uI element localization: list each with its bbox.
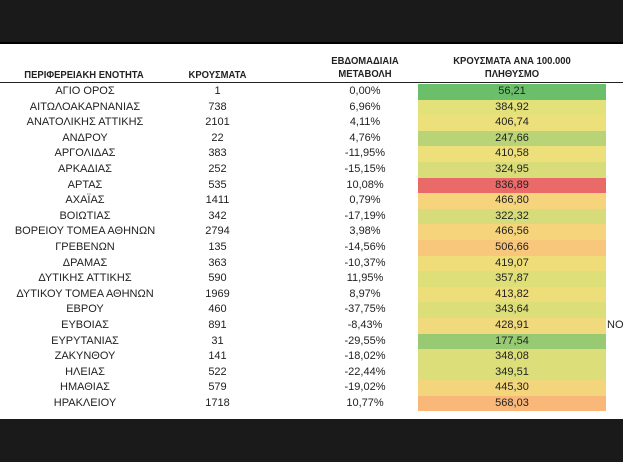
cell-rate: 419,07 [418, 256, 606, 272]
table-row [0, 162, 623, 178]
cell-rate: 836,89 [418, 178, 606, 194]
cell-rate: 506,66 [418, 240, 606, 256]
cell-rate: 384,92 [418, 100, 606, 116]
cell-cases: 135 [208, 240, 227, 253]
cell-change: 4,76% [349, 131, 381, 144]
header-region-label: ΠΕΡΙΦΕΡΕΙΑΚΗ ΕΝΟΤΗΤΑ [24, 69, 144, 81]
cell-region: ΒΟΙΩΤΙΑΣ [59, 209, 111, 222]
cell-region: ΑΧΑΪΑΣ [65, 194, 105, 207]
cell-cases: 22 [211, 131, 224, 144]
cell-cases: 522 [208, 365, 227, 378]
cell-region: ΓΡΕΒΕΝΩΝ [55, 240, 115, 253]
cell-rate: 247,66 [418, 131, 606, 147]
table-row [0, 380, 623, 396]
cell-rate: 348,08 [418, 349, 606, 365]
cell-rate: 343,64 [418, 302, 606, 318]
header-weekly-change-line2: ΜΕΤΑΒΟΛΗ [338, 68, 392, 80]
cut-off-note: ΝΟ [607, 318, 623, 331]
table-row [0, 271, 623, 287]
cell-change: -19,02% [344, 381, 386, 394]
cell-rate: 466,56 [418, 224, 606, 240]
cell-region: ΑΝΔΡΟΥ [62, 131, 108, 144]
table-row [0, 146, 623, 162]
cell-change: 4,11% [349, 116, 381, 129]
table-row [0, 209, 623, 225]
table-row [0, 318, 623, 334]
header-weekly-change-line1: ΕΒΔΟΜΑΔΙΑΙΑ [331, 55, 399, 67]
cell-cases: 2794 [205, 225, 230, 238]
table-row [0, 193, 623, 209]
cell-region: ΑΓΙΟ ΟΡΟΣ [55, 85, 115, 97]
top-black-band [0, 0, 623, 42]
cell-region: ΑΝΑΤΟΛΙΚΗΣ ΑΤΤΙΚΗΣ [26, 116, 144, 129]
table-row [0, 302, 623, 318]
cell-rate: 357,87 [418, 271, 606, 287]
cell-region: ΖΑΚΥΝΘΟΥ [54, 350, 116, 363]
table-row [0, 84, 623, 100]
cell-rate: 466,80 [418, 193, 606, 209]
cell-rate: 322,32 [418, 209, 606, 225]
table-row [0, 224, 623, 240]
header-cases [184, 69, 252, 82]
cell-change: -11,95% [344, 147, 386, 160]
cell-rate: 177,54 [418, 334, 606, 350]
cell-cases: 535 [208, 178, 227, 191]
table-body [0, 84, 623, 411]
cell-region: ΕΥΡΥΤΑΝΙΑΣ [51, 334, 119, 347]
table-row [0, 365, 623, 381]
cell-region: ΕΒΡΟΥ [66, 303, 104, 316]
table-row [0, 131, 623, 147]
cell-rate: 428,91 [418, 318, 606, 334]
cell-cases: 460 [208, 303, 227, 316]
cell-change: -17,19% [344, 209, 386, 222]
header-cases-label: ΚΡΟΥΣΜΑΤΑ [188, 69, 247, 81]
cell-change: 3,98% [349, 225, 381, 238]
cell-region: ΑΡΓΟΛΙΔΑΣ [54, 147, 116, 160]
table-row [0, 240, 623, 256]
cell-cases: 383 [208, 147, 227, 160]
cell-change: -10,37% [344, 256, 386, 269]
cell-cases: 579 [208, 381, 227, 394]
header-region [3, 69, 165, 82]
cell-change: 8,97% [349, 287, 381, 300]
header-divider [0, 82, 623, 83]
cell-cases: 1411 [205, 194, 230, 207]
spreadsheet [0, 42, 623, 421]
cell-change: 0,79% [349, 194, 381, 207]
cell-region: ΕΥΒΟΙΑΣ [61, 318, 109, 331]
cell-change: -14,56% [344, 240, 386, 253]
header-rate-line1: ΚΡΟΥΣΜΑΤΑ ΑΝΑ 100.000 [453, 55, 571, 67]
table-row [0, 115, 623, 131]
cell-cases: 342 [208, 209, 227, 222]
cell-rate: 406,74 [418, 115, 606, 131]
cell-change: -29,55% [344, 334, 386, 347]
table-row [0, 256, 623, 272]
cell-cases: 1969 [205, 287, 230, 300]
cell-rate: 413,82 [418, 287, 606, 303]
cell-cases: 363 [208, 256, 227, 269]
table-row [0, 334, 623, 350]
table-row [0, 178, 623, 194]
cell-change: -22,44% [344, 365, 386, 378]
cell-change: -37,75% [344, 303, 386, 316]
table-row [0, 100, 623, 116]
cell-region: ΔΥΤΙΚΟΥ ΤΟΜΕΑ ΑΘΗΝΩΝ [16, 287, 154, 300]
cell-cases: 891 [208, 318, 227, 331]
table-row [0, 349, 623, 365]
cell-change: 10,08% [346, 178, 384, 191]
cell-region: ΔΡΑΜΑΣ [62, 256, 108, 269]
cell-cases: 2101 [205, 116, 230, 129]
cell-change: 11,95% [346, 272, 384, 285]
cell-rate: 324,95 [418, 162, 606, 178]
cell-cases: 738 [208, 100, 227, 113]
cell-cases: 252 [208, 162, 227, 175]
cell-cases: 141 [208, 350, 227, 363]
cell-region: ΗΛΕΙΑΣ [65, 365, 105, 378]
cell-change: 10,77% [346, 396, 384, 409]
cell-region: ΑΡΤΑΣ [67, 178, 103, 191]
table-row [0, 396, 623, 412]
cell-change: 0,00% [349, 85, 381, 97]
cell-cases: 1718 [205, 396, 230, 409]
cell-region: ΗΜΑΘΙΑΣ [60, 381, 110, 394]
header-rate [427, 55, 596, 81]
cell-change: -15,15% [344, 162, 386, 175]
cell-rate: 56,21 [418, 84, 606, 100]
cell-rate: 410,58 [418, 146, 606, 162]
cell-change: 6,96% [349, 100, 381, 113]
cell-region: ΗΡΑΚΛΕΙΟΥ [53, 396, 117, 409]
cell-region: ΒΟΡΕΙΟΥ ΤΟΜΕΑ ΑΘΗΝΩΝ [14, 225, 156, 238]
cell-region: ΑΙΤΩΛΟΑΚΑΡΝΑΝΙΑΣ [29, 100, 141, 113]
table-row [0, 287, 623, 303]
cell-rate: 568,03 [418, 396, 606, 412]
header-weekly-change [316, 55, 415, 81]
cell-change: -8,43% [347, 318, 383, 331]
cell-cases: 590 [208, 272, 227, 285]
header-rate-line2: ΠΛΗΘΥΣΜΟ [484, 68, 540, 80]
cell-rate: 445,30 [418, 380, 606, 396]
cell-region: ΔΥΤΙΚΗΣ ΑΤΤΙΚΗΣ [38, 272, 132, 285]
cell-rate: 349,51 [418, 365, 606, 381]
cell-cases: 1 [214, 85, 221, 97]
cell-change: -18,02% [344, 350, 386, 363]
cell-region: ΑΡΚΑΔΙΑΣ [58, 162, 112, 175]
cell-cases: 31 [211, 334, 224, 347]
bottom-black-band [0, 419, 623, 462]
